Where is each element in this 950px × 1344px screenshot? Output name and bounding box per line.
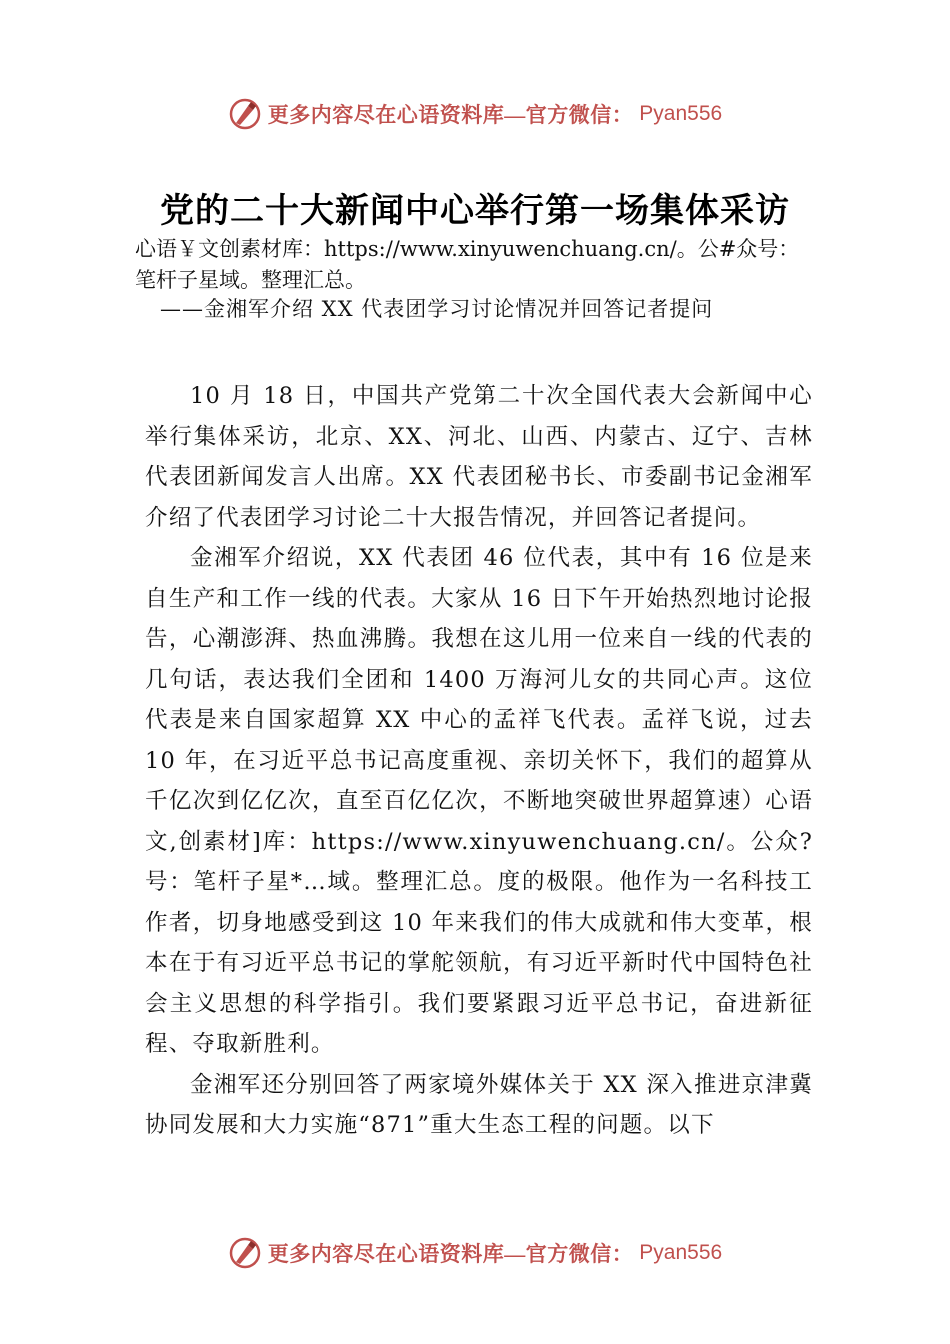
article-body <box>145 376 813 1146</box>
banner-text: 更多内容尽在心语资料库—官方微信： <box>267 1242 634 1266</box>
pen-nib-logo-icon <box>228 1236 262 1270</box>
paragraph: 10 月 18 日，中国共产党第二十次全国代表大会新闻中心举行集体采访，北京、XX、河北、山西、内蒙古、辽宁、吉林代表团新闻发言人出席。XX 代表团秘书长、市委副书记金湘军介绍了代表团学习讨论二十大报告情况，并回答记者提问。 <box>145 383 813 531</box>
banner-text: 更多内容尽在心语资料库—官方微信： <box>267 103 634 127</box>
document-title: 党的二十大新闻中心举行第一场集体采访 <box>160 191 790 231</box>
banner-wechat-id: Pyan556 <box>639 102 723 125</box>
source-note: 心语￥文创素材库：https://www.xinyuwenchuang.cn/。公#众号：笔杆子星域。整理汇总。 <box>135 237 800 292</box>
paragraph: 金湘军还分别回答了两家境外媒体关于 XX 深入推进京津冀协同发展和大力实施“871”重大生态工程的问题。以下 <box>145 1071 813 1138</box>
banner-wechat-id: Pyan556 <box>639 1241 723 1264</box>
document-subtitle: ——金湘军介绍 XX 代表团学习讨论情况并回答记者提问 <box>160 297 714 321</box>
header-banner <box>0 94 950 134</box>
footer-banner <box>0 1233 950 1273</box>
pen-nib-logo-icon <box>228 97 262 131</box>
paragraph: 金湘军介绍说，XX 代表团 46 位代表，其中有 16 位是来自生产和工作一线的代表。大家从 16 日下午开始热烈地讨论报告，心潮澎湃、热血沸腾。我想在这儿用一位来自一线的代表的几句话，表达我们全团和 1400 万海河儿女的共同心声。这位代表是来自国家超算 XX 中心的孟祥飞代表。孟祥飞说，过去 10 年，在习近平总书记高度重视、亲切关怀下，我们的超算从千亿次到亿亿次，直至百亿亿次，不断地突破世界超算速）心语文,创素材]库：https://www.xinyuwenchuang.cn/。公众?号：笔杆子星*…域。整理汇总。度的极限。他作为一名科技工作者，切身地感受到这 10 年来我们的伟大成就和伟大变革，根本在于有习近平总书记的掌舵领航，有习近平新时代中国特色社会主义思想的科学指引。我们要紧跟习近平总书记，奋进新征程、夺取新胜利。 <box>145 545 813 1057</box>
